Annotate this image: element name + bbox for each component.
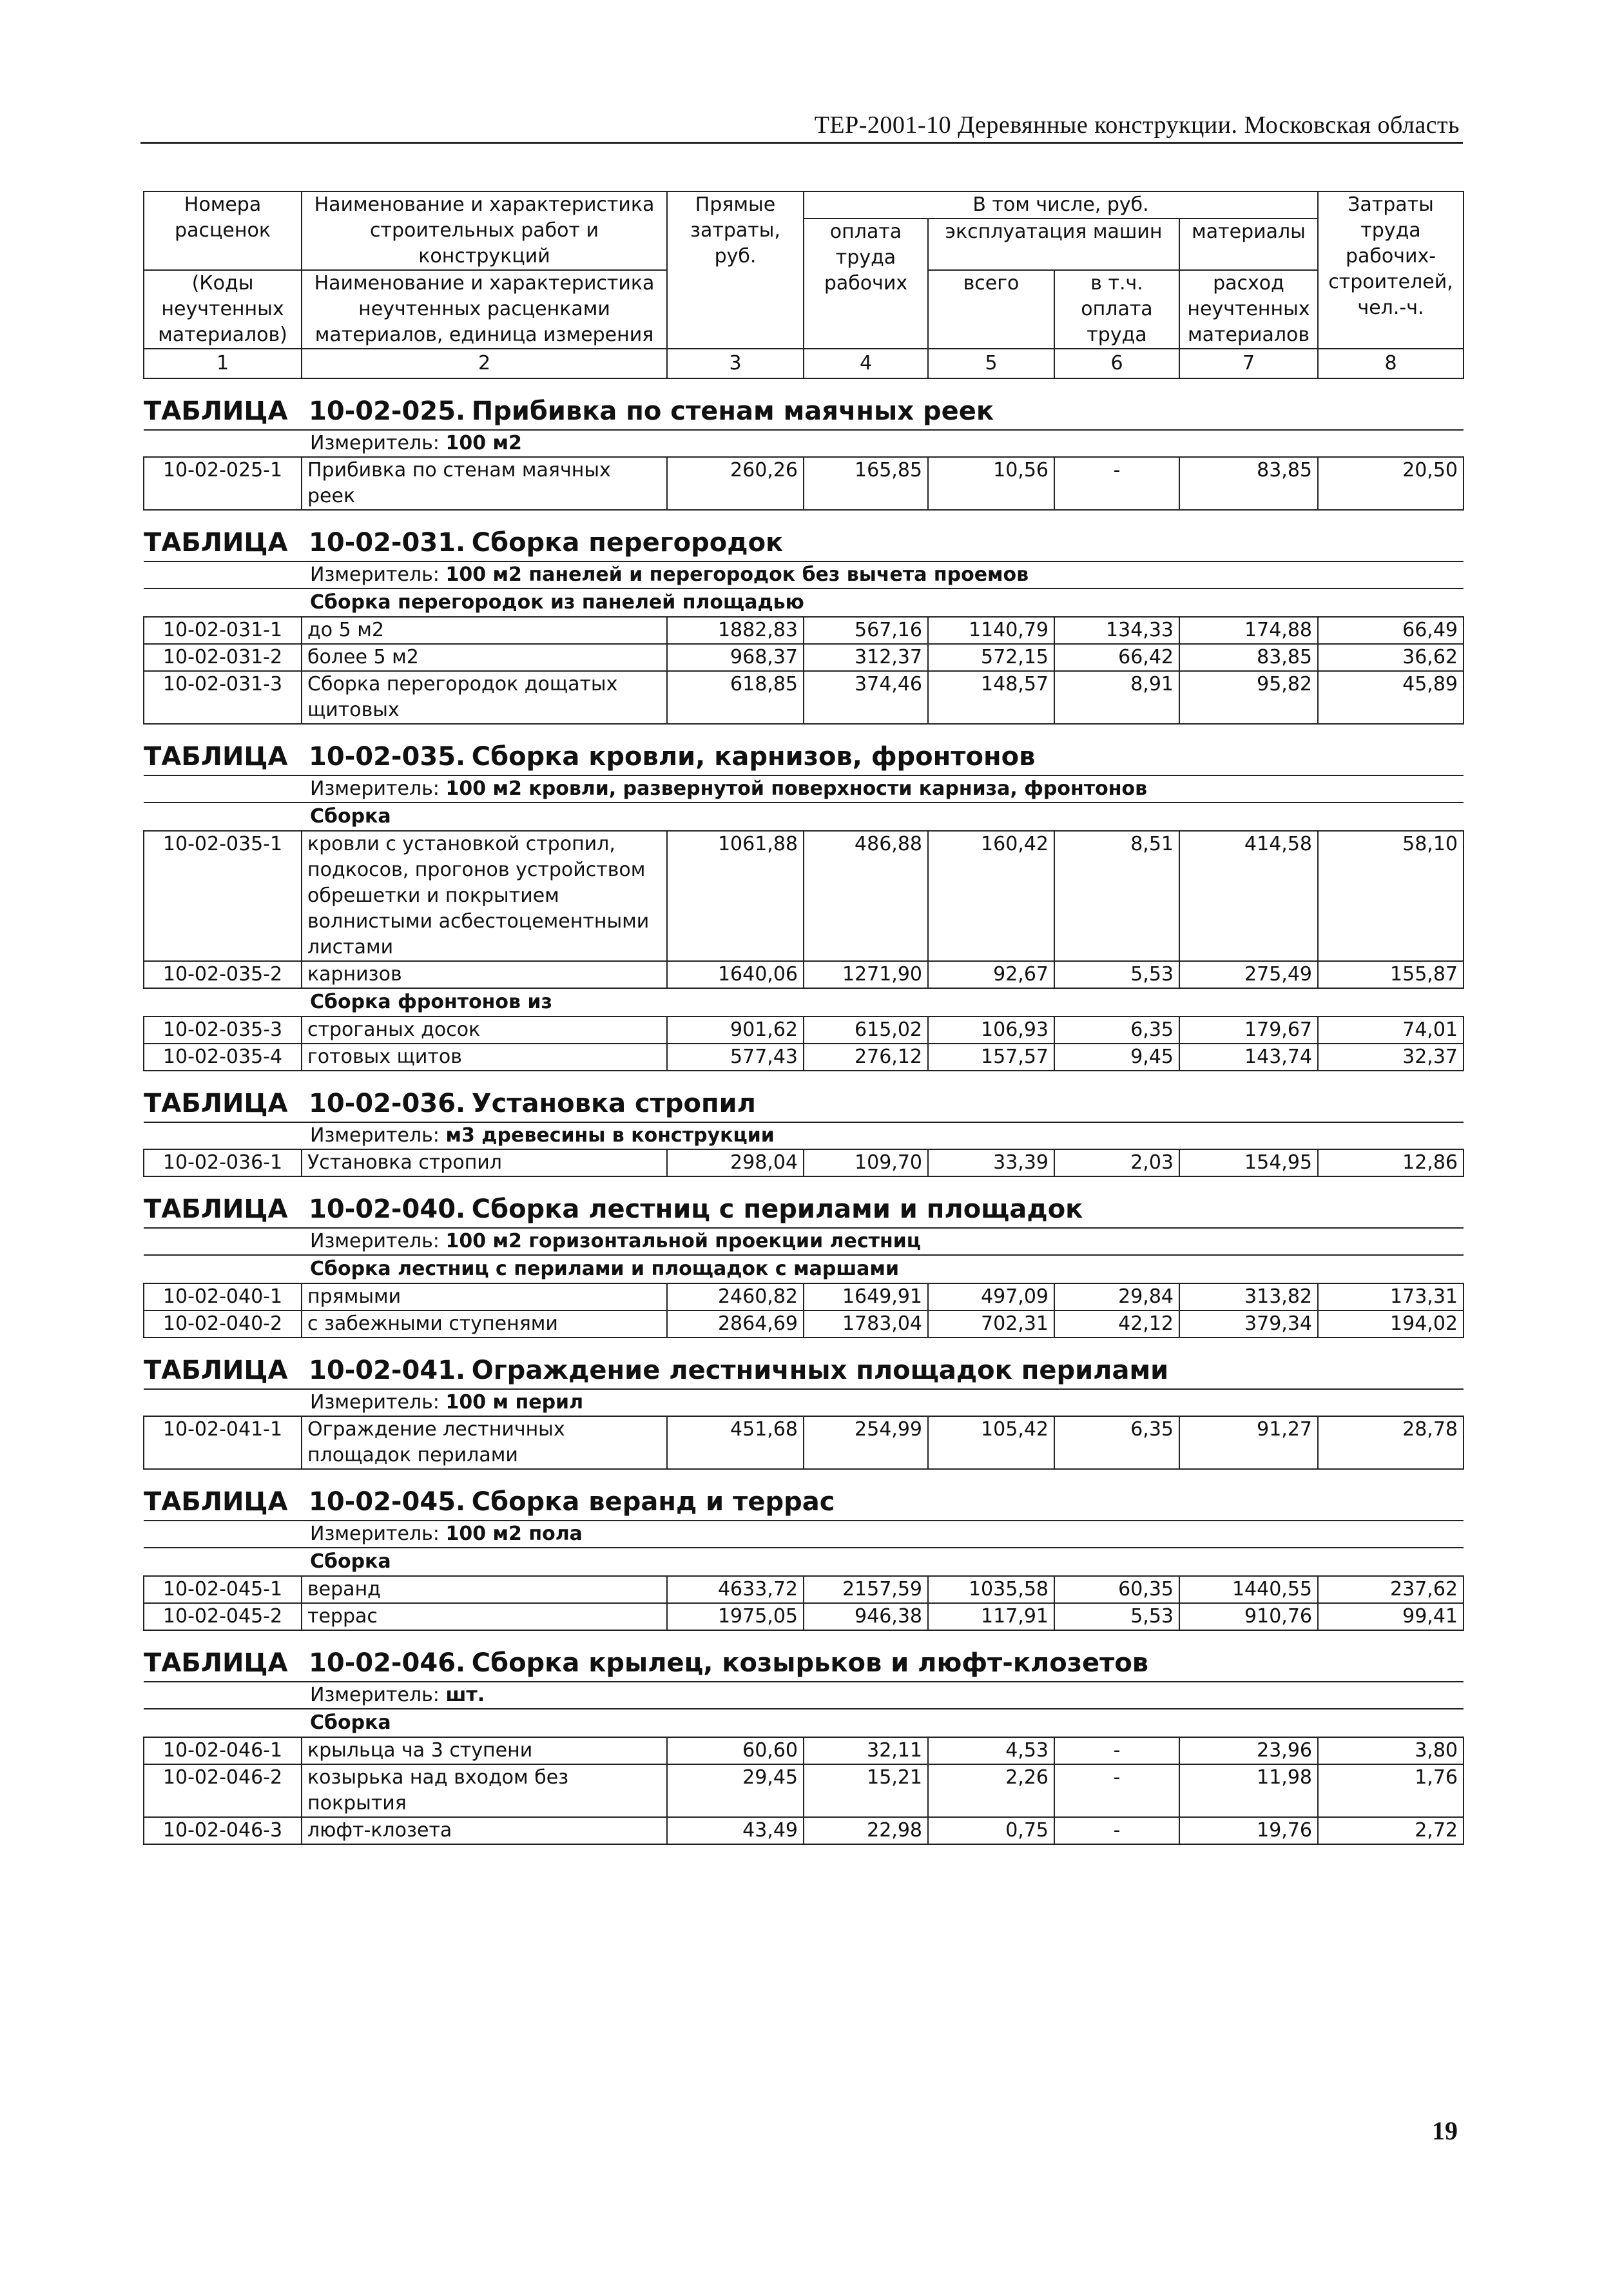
col-labor-header: оплата труда рабочих [804, 219, 928, 349]
direct-cost-cell: 618,85 [667, 671, 804, 724]
table-keyword: ТАБЛИЦА [144, 1487, 288, 1517]
material-cost-cell: 275,49 [1179, 961, 1318, 988]
table-row [144, 671, 1464, 724]
table-row [144, 1603, 1464, 1630]
labor-cost-cell: 486,88 [804, 831, 928, 961]
labor-cost-cell: 22,98 [804, 1817, 928, 1844]
table-row [144, 1044, 1464, 1071]
table-id: 10-02-025. [309, 396, 466, 426]
labor-cost-cell: 1783,04 [804, 1310, 928, 1338]
code-cell: 10-02-046-3 [144, 1817, 302, 1844]
table-keyword: ТАБЛИЦА [144, 1356, 288, 1385]
col-number: 1 [144, 349, 302, 378]
col-materials-header: материалы [1179, 219, 1318, 270]
direct-cost-cell: 901,62 [667, 1017, 804, 1044]
table-keyword: ТАБЛИЦА [144, 1089, 288, 1118]
direct-cost-cell: 298,04 [667, 1149, 804, 1176]
measure-label: Измеритель: [310, 563, 440, 586]
section-title: Сборка лестниц с перилами и площадок с маршами [310, 1258, 899, 1280]
labor-cost-cell: 165,85 [804, 457, 928, 510]
name-cell: Ограждение лестничных площадок перилами [302, 1416, 667, 1469]
machine-cost-cell: 0,75 [928, 1817, 1054, 1844]
col-direct-header: Прямые затраты, руб. [667, 191, 804, 349]
worker-hours-cell: 173,31 [1318, 1283, 1464, 1310]
machine-cost-cell: 157,57 [928, 1044, 1054, 1071]
machine-labor-cell: - [1054, 457, 1179, 510]
material-cost-cell: 143,74 [1179, 1044, 1318, 1071]
col-machines-header: эксплуатация машин [928, 219, 1179, 270]
table-title-row [144, 1338, 1464, 1389]
name-cell: кровли с установкой стропил, подкосов, прогонов устройством обрешетки и покрытием волнистыми асбестоцементными листами [302, 831, 667, 961]
worker-hours-cell: 3,80 [1318, 1737, 1464, 1764]
machine-cost-cell: 2,26 [928, 1764, 1054, 1817]
table-title-row [144, 1630, 1464, 1682]
worker-hours-cell: 36,62 [1318, 644, 1464, 671]
col-number: 3 [667, 349, 804, 378]
name-cell: козырька над входом без покрытия [302, 1764, 667, 1817]
col-machines-total-header: всего [928, 270, 1054, 349]
measure-value: 100 м2 панелей и перегородок без вычета проемов [445, 563, 1029, 586]
labor-cost-cell: 312,37 [804, 644, 928, 671]
name-cell: Прибивка по стенам маячных реек [302, 457, 667, 510]
machine-labor-cell: 66,42 [1054, 644, 1179, 671]
table-row [144, 1283, 1464, 1310]
table-title: Ограждение лестничных площадок перилами [471, 1356, 1169, 1385]
table-title: Сборка крылец, козырьков и люфт-клозетов [471, 1648, 1149, 1678]
code-cell: 10-02-046-2 [144, 1764, 302, 1817]
machine-cost-cell: 497,09 [928, 1283, 1054, 1310]
name-cell: с забежными ступенями [302, 1310, 667, 1338]
machine-labor-cell: - [1054, 1764, 1179, 1817]
labor-cost-cell: 32,11 [804, 1737, 928, 1764]
code-cell: 10-02-040-1 [144, 1283, 302, 1310]
worker-hours-cell: 12,86 [1318, 1149, 1464, 1176]
worker-hours-cell: 99,41 [1318, 1603, 1464, 1630]
material-cost-cell: 83,85 [1179, 457, 1318, 510]
page-number: 19 [1432, 2116, 1458, 2145]
labor-cost-cell: 1649,91 [804, 1283, 928, 1310]
worker-hours-cell: 74,01 [1318, 1017, 1464, 1044]
name-cell: прямыми [302, 1283, 667, 1310]
col-name-sub-header: Наименование и характеристика неучтенных расценками материалов, единица измерения [302, 270, 667, 349]
table-title: Установка стропил [471, 1089, 756, 1118]
machine-labor-cell: 60,35 [1054, 1576, 1179, 1603]
running-head: ТЕР-2001-10 Деревянные конструкции. Московская область [814, 112, 1460, 139]
direct-cost-cell: 60,60 [667, 1737, 804, 1764]
section-row [144, 803, 1464, 831]
machine-labor-cell: 29,84 [1054, 1283, 1179, 1310]
material-cost-cell: 179,67 [1179, 1017, 1318, 1044]
col-incl-header: В том числе, руб. [804, 191, 1318, 219]
table-row [144, 1576, 1464, 1603]
table-title-row [144, 1469, 1464, 1521]
machine-cost-cell: 1140,79 [928, 617, 1054, 644]
worker-hours-cell: 155,87 [1318, 961, 1464, 988]
table-title: Прибивка по стенам маячных реек [471, 396, 994, 426]
material-cost-cell: 1440,55 [1179, 1576, 1318, 1603]
name-cell: более 5 м2 [302, 644, 667, 671]
measure-row [144, 430, 1464, 457]
worker-hours-cell: 45,89 [1318, 671, 1464, 724]
col-machines-labor-header: в т.ч. оплата труда [1054, 270, 1179, 349]
header-rule [140, 142, 1463, 144]
col-number: 8 [1318, 349, 1464, 378]
col-workers-header: Затраты труда рабочих-строителей, чел.-ч. [1318, 191, 1464, 349]
labor-cost-cell: 15,21 [804, 1764, 928, 1817]
measure [144, 1390, 1464, 1416]
material-cost-cell: 154,95 [1179, 1149, 1318, 1176]
labor-cost-cell: 1271,90 [804, 961, 928, 988]
labor-cost-cell: 567,16 [804, 617, 928, 644]
measure-value: м3 древесины в конструкции [445, 1124, 775, 1147]
measure [144, 776, 1464, 802]
col-name-header: Наименование и характеристика строительных работ и конструкций [302, 191, 667, 270]
table-title: Сборка перегородок [471, 528, 784, 558]
material-cost-cell: 313,82 [1179, 1283, 1318, 1310]
worker-hours-cell: 32,37 [1318, 1044, 1464, 1071]
name-cell: готовых щитов [302, 1044, 667, 1071]
measure-row [144, 1389, 1464, 1416]
col-number: 4 [804, 349, 928, 378]
measure-row [144, 1228, 1464, 1255]
worker-hours-cell: 20,50 [1318, 457, 1464, 510]
direct-cost-cell: 1640,06 [667, 961, 804, 988]
direct-cost-cell: 29,45 [667, 1764, 804, 1817]
table-title-row [144, 724, 1464, 775]
worker-hours-cell: 66,49 [1318, 617, 1464, 644]
machine-cost-cell: 33,39 [928, 1149, 1054, 1176]
name-cell: строганых досок [302, 1017, 667, 1044]
machine-labor-cell: 8,51 [1054, 831, 1179, 961]
section-title: Сборка [310, 1550, 391, 1573]
material-cost-cell: 910,76 [1179, 1603, 1318, 1630]
section-title: Сборка [310, 1711, 391, 1734]
col-code-header: Номера расценок [144, 191, 302, 270]
measure-value: 100 м перил [445, 1391, 584, 1414]
measure-row [144, 561, 1464, 589]
table-title-row [144, 1176, 1464, 1228]
code-cell: 10-02-035-1 [144, 831, 302, 961]
code-cell: 10-02-036-1 [144, 1149, 302, 1176]
direct-cost-cell: 260,26 [667, 457, 804, 510]
machine-cost-cell: 1035,58 [928, 1576, 1054, 1603]
name-cell: веранд [302, 1576, 667, 1603]
material-cost-cell: 23,96 [1179, 1737, 1318, 1764]
table-title-row [144, 1071, 1464, 1122]
table-row [144, 1017, 1464, 1044]
material-cost-cell: 11,98 [1179, 1764, 1318, 1817]
worker-hours-cell: 194,02 [1318, 1310, 1464, 1338]
table-id: 10-02-041. [309, 1356, 466, 1385]
table-row [144, 961, 1464, 988]
machine-labor-cell: 6,35 [1054, 1416, 1179, 1469]
name-cell: люфт-клозета [302, 1817, 667, 1844]
direct-cost-cell: 1975,05 [667, 1603, 804, 1630]
measure [144, 1123, 1464, 1149]
section-title: Сборка перегородок из панелей площадью [310, 591, 804, 614]
measure-label: Измеритель: [310, 1391, 440, 1414]
direct-cost-cell: 4633,72 [667, 1576, 804, 1603]
machine-labor-cell: 5,53 [1054, 1603, 1179, 1630]
table-id: 10-02-036. [309, 1089, 466, 1118]
measure-label: Измеритель: [310, 1124, 440, 1147]
table-row [144, 1416, 1464, 1469]
machine-cost-cell: 148,57 [928, 671, 1054, 724]
col-number: 6 [1054, 349, 1179, 378]
table-row [144, 457, 1464, 510]
direct-cost-cell: 2460,82 [667, 1283, 804, 1310]
table-row [144, 1310, 1464, 1338]
machine-cost-cell: 106,93 [928, 1017, 1054, 1044]
name-cell: до 5 м2 [302, 617, 667, 644]
machine-cost-cell: 117,91 [928, 1603, 1054, 1630]
direct-cost-cell: 968,37 [667, 644, 804, 671]
machine-cost-cell: 105,42 [928, 1416, 1054, 1469]
measure-label: Измеритель: [310, 1523, 440, 1545]
machine-cost-cell: 702,31 [928, 1310, 1054, 1338]
worker-hours-cell: 237,62 [1318, 1576, 1464, 1603]
table-title-row [144, 378, 1464, 430]
measure-value: 100 м2 [445, 432, 522, 454]
direct-cost-cell: 43,49 [667, 1817, 804, 1844]
worker-hours-cell: 58,10 [1318, 831, 1464, 961]
measure-label: Измеритель: [310, 432, 440, 454]
material-cost-cell: 414,58 [1179, 831, 1318, 961]
labor-cost-cell: 374,46 [804, 671, 928, 724]
machine-labor-cell: 42,12 [1054, 1310, 1179, 1338]
table-keyword: ТАБЛИЦА [144, 396, 288, 426]
material-cost-cell: 379,34 [1179, 1310, 1318, 1338]
col-number: 5 [928, 349, 1054, 378]
labor-cost-cell: 2157,59 [804, 1576, 928, 1603]
name-cell: Сборка перегородок дощатых щитовых [302, 671, 667, 724]
table-row [144, 1737, 1464, 1764]
section-row [144, 589, 1464, 617]
table-row [144, 1817, 1464, 1844]
machine-labor-cell: 9,45 [1054, 1044, 1179, 1071]
table-title-row [144, 510, 1464, 561]
code-cell: 10-02-035-4 [144, 1044, 302, 1071]
code-cell: 10-02-035-2 [144, 961, 302, 988]
direct-cost-cell: 577,43 [667, 1044, 804, 1071]
table-id: 10-02-031. [309, 528, 466, 558]
machine-labor-cell: 134,33 [1054, 617, 1179, 644]
worker-hours-cell: 28,78 [1318, 1416, 1464, 1469]
section-row [144, 1255, 1464, 1283]
measure-row [144, 775, 1464, 803]
table-header [144, 191, 1464, 378]
machine-cost-cell: 572,15 [928, 644, 1054, 671]
code-cell: 10-02-031-2 [144, 644, 302, 671]
direct-cost-cell: 1882,83 [667, 617, 804, 644]
machine-cost-cell: 92,67 [928, 961, 1054, 988]
worker-hours-cell: 2,72 [1318, 1817, 1464, 1844]
table-title: Сборка лестниц с перилами и площадок [471, 1194, 1083, 1224]
material-cost-cell: 19,76 [1179, 1817, 1318, 1844]
table-id: 10-02-035. [309, 742, 466, 772]
measure-row [144, 1682, 1464, 1709]
machine-cost-cell: 160,42 [928, 831, 1054, 961]
machine-labor-cell: - [1054, 1817, 1179, 1844]
code-cell: 10-02-040-2 [144, 1310, 302, 1338]
machine-labor-cell: 5,53 [1054, 961, 1179, 988]
measure [144, 562, 1464, 588]
table-body [144, 378, 1464, 1844]
measure-value: шт. [445, 1684, 485, 1706]
measure-row [144, 1521, 1464, 1548]
col-materials-sub-header: расход неучтенных материалов [1179, 270, 1318, 349]
measure [144, 431, 1464, 456]
machine-cost-cell: 10,56 [928, 457, 1054, 510]
price-table [143, 191, 1464, 1845]
col-number: 7 [1179, 349, 1318, 378]
col-code-sub-header: (Коды неучтенных материалов) [144, 270, 302, 349]
table-row [144, 644, 1464, 671]
section-row [144, 1548, 1464, 1576]
table-row [144, 1149, 1464, 1176]
code-cell: 10-02-046-1 [144, 1737, 302, 1764]
measure [144, 1682, 1464, 1708]
code-cell: 10-02-041-1 [144, 1416, 302, 1469]
measure-label: Измеритель: [310, 1230, 440, 1252]
code-cell: 10-02-045-1 [144, 1576, 302, 1603]
table-id: 10-02-046. [309, 1648, 466, 1678]
col-number: 2 [302, 349, 667, 378]
labor-cost-cell: 109,70 [804, 1149, 928, 1176]
measure [144, 1521, 1464, 1547]
section-row [144, 988, 1464, 1017]
measure [144, 1229, 1464, 1254]
table-row [144, 617, 1464, 644]
section-title: Сборка [310, 805, 391, 828]
labor-cost-cell: 276,12 [804, 1044, 928, 1071]
material-cost-cell: 83,85 [1179, 644, 1318, 671]
table-keyword: ТАБЛИЦА [144, 528, 288, 558]
table-id: 10-02-040. [309, 1194, 466, 1224]
measure-label: Измеритель: [310, 777, 440, 800]
table-keyword: ТАБЛИЦА [144, 742, 288, 772]
measure-value: 100 м2 горизонтальной проекции лестниц [445, 1230, 922, 1252]
name-cell: карнизов [302, 961, 667, 988]
direct-cost-cell: 1061,88 [667, 831, 804, 961]
code-cell: 10-02-031-1 [144, 617, 302, 644]
measure-label: Измеритель: [310, 1684, 440, 1706]
section-title: Сборка фронтонов из [310, 991, 552, 1013]
code-cell: 10-02-045-2 [144, 1603, 302, 1630]
measure-value: 100 м2 кровли, развернутой поверхности карниза, фронтонов [445, 777, 1148, 800]
direct-cost-cell: 2864,69 [667, 1310, 804, 1338]
measure-value: 100 м2 пола [445, 1523, 583, 1545]
material-cost-cell: 91,27 [1179, 1416, 1318, 1469]
material-cost-cell: 95,82 [1179, 671, 1318, 724]
direct-cost-cell: 451,68 [667, 1416, 804, 1469]
table-id: 10-02-045. [309, 1487, 466, 1517]
table-keyword: ТАБЛИЦА [144, 1194, 288, 1224]
measure-row [144, 1122, 1464, 1149]
material-cost-cell: 174,88 [1179, 617, 1318, 644]
section-row [144, 1709, 1464, 1737]
machine-labor-cell: 2,03 [1054, 1149, 1179, 1176]
name-cell: крыльца ча 3 ступени [302, 1737, 667, 1764]
labor-cost-cell: 254,99 [804, 1416, 928, 1469]
labor-cost-cell: 946,38 [804, 1603, 928, 1630]
name-cell: террас [302, 1603, 667, 1630]
table-row [144, 831, 1464, 961]
machine-labor-cell: - [1054, 1737, 1179, 1764]
table-keyword: ТАБЛИЦА [144, 1648, 288, 1678]
name-cell: Установка стропил [302, 1149, 667, 1176]
labor-cost-cell: 615,02 [804, 1017, 928, 1044]
table-title: Сборка веранд и террас [471, 1487, 835, 1517]
worker-hours-cell: 1,76 [1318, 1764, 1464, 1817]
machine-cost-cell: 4,53 [928, 1737, 1054, 1764]
code-cell: 10-02-025-1 [144, 457, 302, 510]
table-row [144, 1764, 1464, 1817]
machine-labor-cell: 8,91 [1054, 671, 1179, 724]
machine-labor-cell: 6,35 [1054, 1017, 1179, 1044]
table-title: Сборка кровли, карнизов, фронтонов [471, 742, 1036, 772]
code-cell: 10-02-031-3 [144, 671, 302, 724]
code-cell: 10-02-035-3 [144, 1017, 302, 1044]
